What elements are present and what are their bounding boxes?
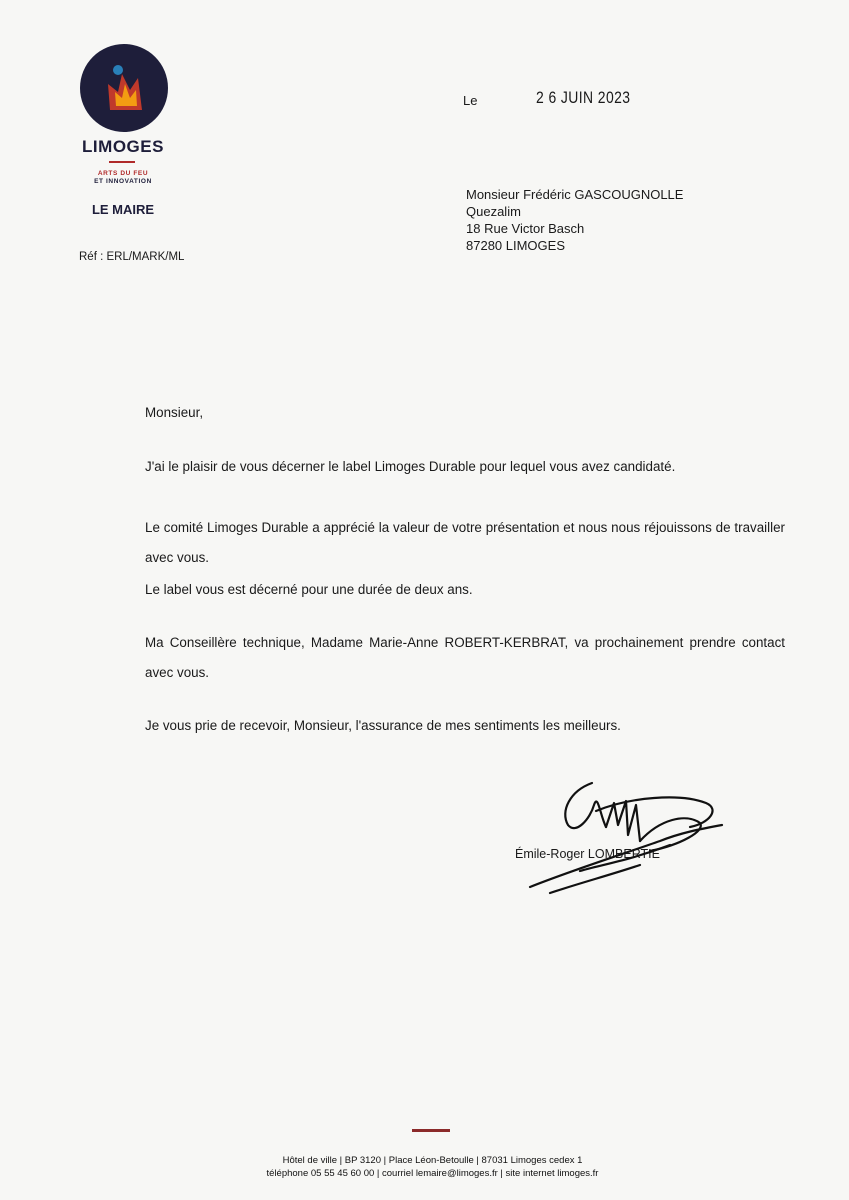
- tagline-line-1: ARTS DU FEU: [97, 170, 149, 177]
- footer-address: Hôtel de ville | BP 3120 | Place Léon-Betoulle | 87031 Limoges cedex 1: [282, 1155, 583, 1166]
- divider: [109, 161, 135, 163]
- limoges-logo: [80, 44, 168, 132]
- tagline-line-2: ET INNOVATION: [94, 178, 152, 185]
- paragraph: Le label vous est décerné pour une durée de deux ans.: [145, 582, 473, 597]
- paragraph: Le comité Limoges Durable a apprécié la valeur de votre présentation et nous nous réjouissons de travailler avec vous.: [145, 520, 785, 565]
- recipient-line: Monsieur Frédéric GASCOUGNOLLE: [466, 187, 684, 202]
- salutation: Monsieur,: [145, 405, 204, 420]
- office-title: LE MAIRE: [91, 202, 155, 217]
- recipient-address: [466, 186, 683, 254]
- recipient-line: 18 Rue Victor Basch: [466, 221, 585, 236]
- signatory-name: Émile-Roger LOMBERTIE: [515, 847, 660, 861]
- org-name: LIMOGES: [82, 137, 164, 156]
- date-stamp: 2 6 JUIN 2023: [536, 88, 631, 107]
- footer-divider: [412, 1129, 450, 1132]
- footer-contact: téléphone 05 55 45 60 00 | courriel lemaire@limoges.fr | site internet limoges.fr: [266, 1168, 599, 1179]
- paragraph: Ma Conseillère technique, Madame Marie-Anne ROBERT-KERBRAT, va prochainement prendre contact avec vous.: [145, 635, 785, 680]
- handwritten-signature: [510, 775, 740, 905]
- recipient-line: Quezalim: [466, 204, 521, 219]
- date-prefix: Le: [463, 93, 478, 108]
- paragraph: J'ai le plaisir de vous décerner le label Limoges Durable pour lequel vous avez candidaté.: [145, 459, 676, 474]
- reference: Réf : ERL/MARK/ML: [79, 251, 185, 263]
- recipient-line: 87280 LIMOGES: [466, 238, 565, 253]
- closing-paragraph: Je vous prie de recevoir, Monsieur, l'assurance de mes sentiments les meilleurs.: [145, 718, 621, 733]
